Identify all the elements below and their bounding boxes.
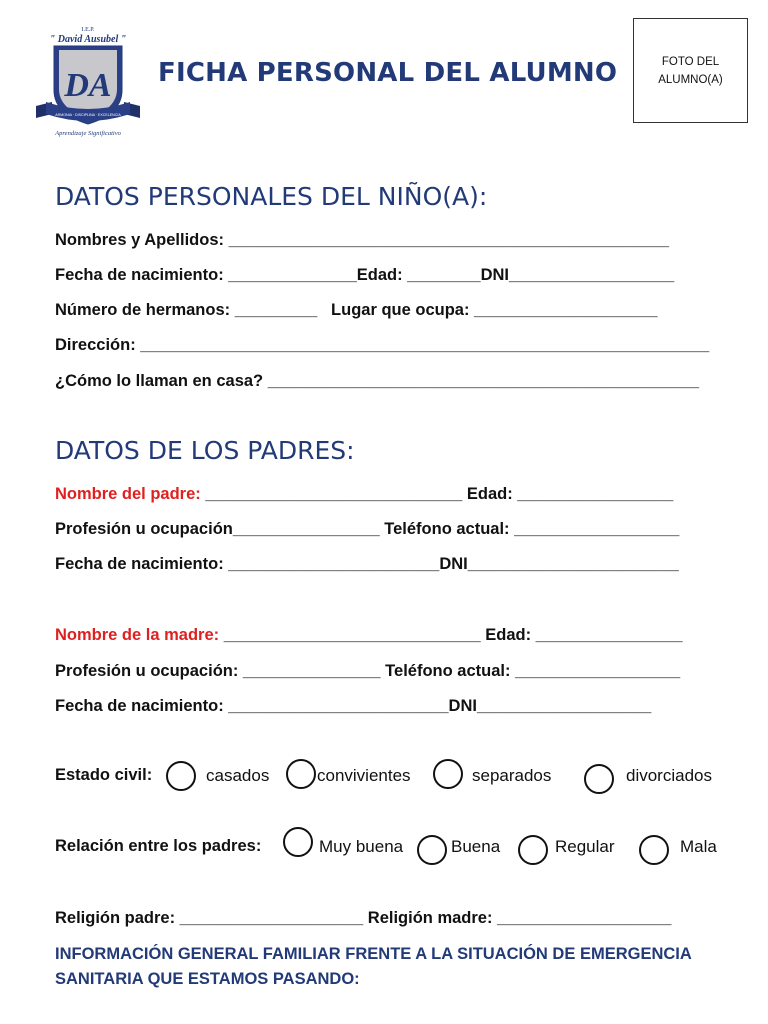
relation-label: Relación entre los padres: bbox=[55, 837, 262, 855]
photo-placeholder bbox=[633, 18, 748, 123]
father-label: Nombre del padre: bbox=[55, 485, 201, 503]
civil-casados-label: casados bbox=[206, 766, 270, 785]
civil-convivientes-radio[interactable] bbox=[286, 759, 316, 789]
father-name-rest: ____________________________ Edad: _________________ bbox=[200, 485, 674, 503]
religion-line: Religión padre: ____________________ Religión madre: ___________________ bbox=[55, 909, 672, 927]
child-birth-line: Fecha de nacimiento: ______________Edad: ________DNI__________________ bbox=[55, 266, 675, 284]
child-nickname-line: ¿Cómo lo llaman en casa? _______________________________________________ bbox=[55, 372, 700, 390]
mother-profession-line: Profesión u ocupación: _______________ Teléfono actual: __________________ bbox=[55, 662, 681, 680]
info-heading: INFORMACIÓN GENERAL FAMILIAR FRENTE A LA SITUACIÓN DE EMERGENCIA SANITARIA QUE ESTAMOS PASANDO: bbox=[55, 945, 692, 988]
relation-muy-buena-label: Muy buena bbox=[319, 837, 404, 856]
civil-status-label: Estado civil: bbox=[55, 766, 153, 784]
mother-name-line bbox=[55, 625, 683, 645]
relation-buena-radio[interactable] bbox=[417, 835, 447, 865]
civil-divorciados-radio[interactable] bbox=[584, 764, 614, 794]
logo-arc-text: I.E.P. bbox=[81, 27, 95, 33]
child-address-line: Dirección: ______________________________________________________________ bbox=[55, 336, 710, 354]
civil-status-row bbox=[55, 756, 725, 796]
logo-name: " David Ausubel " bbox=[49, 34, 127, 45]
relation-row bbox=[55, 827, 725, 867]
logo-initials: DA bbox=[64, 67, 112, 104]
mother-label: Nombre de la madre: bbox=[55, 626, 220, 644]
relation-muy-buena-radio[interactable] bbox=[283, 827, 313, 857]
child-section-heading: DATOS PERSONALES DEL NIÑO(A): bbox=[55, 182, 488, 211]
relation-regular-label: Regular bbox=[555, 837, 615, 856]
parents-section-heading: DATOS DE LOS PADRES: bbox=[55, 436, 355, 465]
photo-label: FOTO DEL ALUMNO(A) bbox=[658, 55, 723, 86]
relation-regular-radio[interactable] bbox=[518, 835, 548, 865]
relation-buena-label: Buena bbox=[451, 837, 501, 856]
father-name-line bbox=[55, 484, 673, 504]
relation-mala-radio[interactable] bbox=[639, 835, 669, 865]
civil-convivientes-label: convivientes bbox=[317, 766, 411, 785]
father-birth-line: Fecha de nacimiento: _______________________DNI_______________________ bbox=[55, 555, 679, 573]
civil-separados-label: separados bbox=[472, 766, 552, 785]
civil-separados-radio[interactable] bbox=[433, 759, 463, 789]
mother-name-rest: ____________________________ Edad: ________________ bbox=[219, 626, 683, 644]
child-siblings-line: Número de hermanos: _________ Lugar que ocupa: ____________________ bbox=[55, 301, 658, 319]
page-title: FICHA PERSONAL DEL ALUMNO bbox=[158, 58, 618, 88]
relation-mala-label: Mala bbox=[680, 837, 717, 856]
logo-motto: Aprendizaje Significativo bbox=[55, 130, 121, 137]
child-names-line: Nombres y Apellidos: ________________________________________________ bbox=[55, 231, 670, 249]
father-profession-line: Profesión u ocupación________________ Teléfono actual: __________________ bbox=[55, 520, 680, 538]
mother-birth-line: Fecha de nacimiento: ________________________DNI___________________ bbox=[55, 697, 652, 715]
civil-divorciados-label: divorciados bbox=[626, 766, 712, 785]
school-logo bbox=[34, 22, 142, 140]
civil-casados-radio[interactable] bbox=[166, 761, 196, 791]
logo-banner: ARMONIA · DISCIPLINA · EXCELENCIA bbox=[55, 113, 121, 117]
